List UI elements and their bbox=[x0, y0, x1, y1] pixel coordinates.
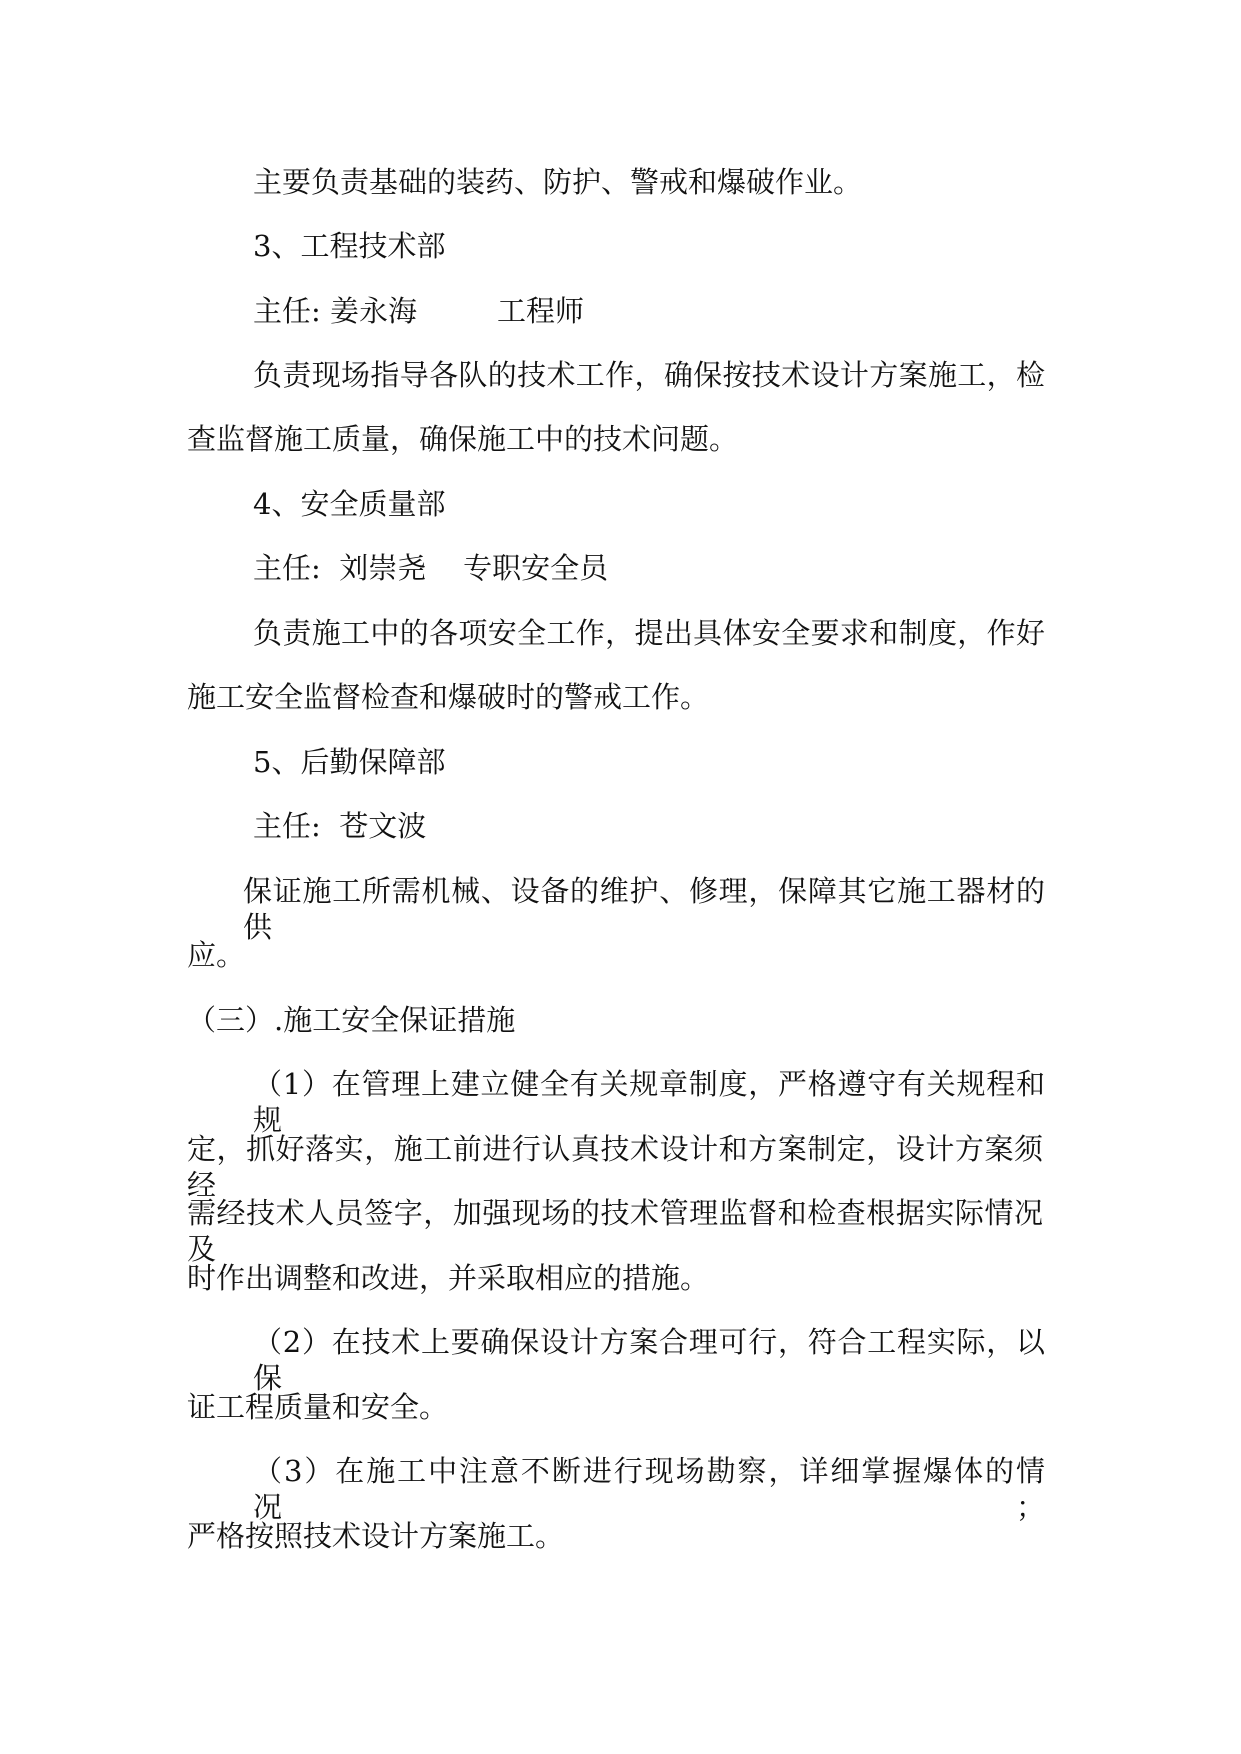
text-line: 主要负责基础的装药、防护、警戒和爆破作业。 bbox=[253, 165, 863, 199]
text-line: 查监督施工质量，确保施工中的技术问题。 bbox=[187, 422, 739, 456]
section-heading: 3、工程技术部 bbox=[253, 229, 446, 263]
text-line: 定，抓好落实，施工前进行认真技术设计和方案制定，设计方案须经 bbox=[187, 1132, 1043, 1202]
text-line: 严格按照技术设计方案施工。 bbox=[187, 1519, 565, 1553]
section-heading: 4、安全质量部 bbox=[253, 487, 446, 521]
text-line: 负责施工中的各项安全工作，提出具体安全要求和制度，作好 bbox=[253, 616, 1045, 650]
section-heading: 5、后勤保障部 bbox=[253, 745, 446, 779]
director-label: 主任: 姜永海 bbox=[253, 294, 417, 328]
section-heading: （三）.施工安全保证措施 bbox=[187, 1003, 516, 1037]
text-line: 需经技术人员签字，加强现场的技术管理监督和检查根据实际情况及 bbox=[187, 1196, 1043, 1266]
text-line: 负责现场指导各队的技术工作，确保按技术设计方案施工，检 bbox=[253, 358, 1045, 392]
director-label: 主任: 刘崇尧 专职安全员 bbox=[253, 551, 609, 585]
director-label: 主任: 苍文波 bbox=[253, 809, 427, 843]
text-line: （1）在管理上建立健全有关规章制度，严格遵守有关规程和规 bbox=[253, 1067, 1045, 1137]
text-line: （2）在技术上要确保设计方案合理可行，符合工程实际，以保 bbox=[253, 1325, 1045, 1395]
text-line: 应。 bbox=[187, 938, 246, 972]
text-line: 证工程质量和安全。 bbox=[187, 1390, 449, 1424]
text-line: 时作出调整和改进，并采取相应的措施。 bbox=[187, 1261, 710, 1295]
text-line: 施工安全监督检查和爆破时的警戒工作。 bbox=[187, 680, 710, 714]
director-title: 工程师 bbox=[497, 294, 585, 328]
text-line: （3）在施工中注意不断进行现场勘察，详细掌握爆体的情况； bbox=[253, 1454, 1045, 1524]
text-line: 保证施工所需机械、设备的维护、修理，保障其它施工器材的供 bbox=[243, 874, 1045, 944]
